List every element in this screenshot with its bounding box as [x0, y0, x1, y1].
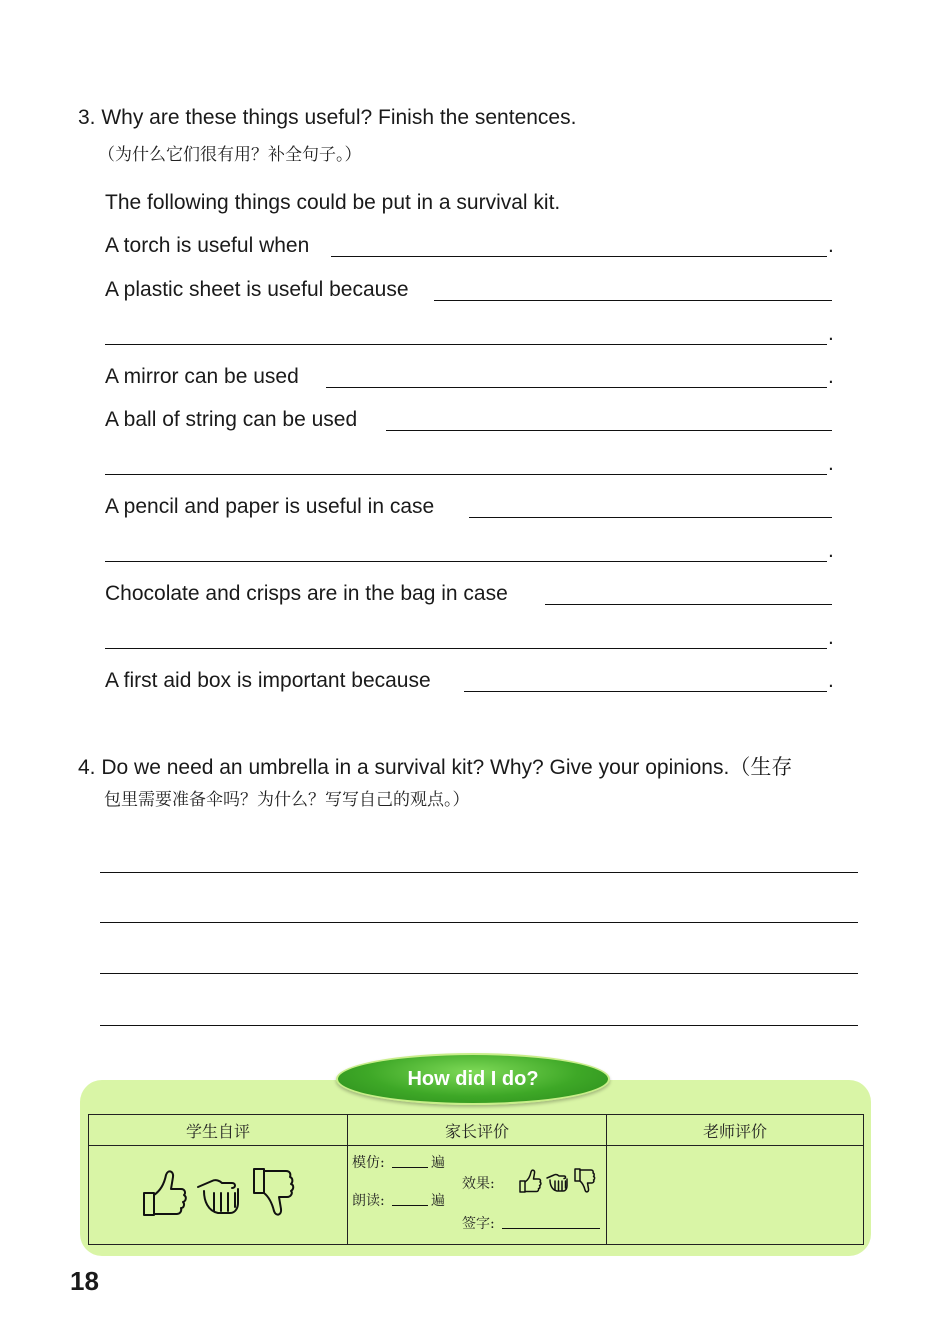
student-cell	[89, 1146, 348, 1245]
thumbs-up-icon[interactable]	[144, 1171, 186, 1215]
read-label: 朗读:	[352, 1193, 385, 1209]
assessment-table	[88, 1114, 864, 1245]
period: .	[828, 539, 834, 562]
thumbs-down-icon[interactable]	[575, 1169, 595, 1192]
q3-title: 3. Why are these things useful? Finish the sentences.	[78, 106, 577, 129]
col-teacher: 老师评价	[607, 1115, 864, 1146]
q3-intro: The following things could be put in a survival kit.	[105, 191, 561, 214]
prompt-mirror: A mirror can be used	[105, 365, 299, 388]
answer-blank-pencil-paper[interactable]	[469, 517, 832, 518]
assessment-title: How did I do?	[336, 1053, 610, 1105]
answer-blank-string[interactable]	[386, 430, 832, 431]
period: .	[828, 234, 834, 257]
q4-subtitle: 包里需要准备伞吗？为什么？写写自己的观点。）	[104, 790, 470, 810]
period: .	[828, 626, 834, 649]
thumbs-side-icon[interactable]	[547, 1175, 567, 1191]
period: .	[828, 452, 834, 475]
effect-hand-icons	[512, 1166, 602, 1196]
hand-rating-icons	[138, 1163, 298, 1223]
page-number: 18	[70, 1266, 99, 1296]
teacher-cell[interactable]	[607, 1146, 864, 1245]
prompt-torch: A torch is useful when	[105, 234, 310, 257]
thumbs-side-icon[interactable]	[198, 1180, 238, 1213]
opinion-line-2[interactable]	[100, 922, 858, 923]
imitate-count-blank[interactable]	[392, 1167, 428, 1168]
period: .	[828, 322, 834, 345]
read-times: 遍	[431, 1193, 445, 1209]
col-parent: 家长评价	[348, 1115, 607, 1146]
answer-blank-plastic-sheet[interactable]	[434, 300, 832, 301]
answer-blank-string-2[interactable]	[105, 474, 827, 475]
q3-subtitle: （为什么它们很有用？补全句子。）	[98, 145, 362, 165]
effect-label: 效果:	[462, 1176, 495, 1192]
prompt-plastic-sheet: A plastic sheet is useful because	[105, 278, 409, 301]
imitate-label: 模仿:	[352, 1155, 385, 1171]
read-count-blank[interactable]	[392, 1205, 428, 1206]
answer-blank-chocolate-2[interactable]	[105, 648, 827, 649]
col-student: 学生自评	[89, 1115, 348, 1146]
answer-blank-mirror[interactable]	[326, 387, 827, 388]
period: .	[828, 669, 834, 692]
answer-blank-pencil-paper-2[interactable]	[105, 561, 827, 562]
answer-blank-first-aid[interactable]	[464, 691, 827, 692]
thumbs-up-icon[interactable]	[520, 1170, 541, 1192]
period: .	[828, 365, 834, 388]
prompt-first-aid: A first aid box is important because	[105, 669, 431, 692]
imitate-times: 遍	[431, 1155, 445, 1171]
parent-cell	[348, 1146, 607, 1245]
opinion-line-1[interactable]	[100, 872, 858, 873]
prompt-pencil-paper: A pencil and paper is useful in case	[105, 495, 435, 518]
answer-blank-torch[interactable]	[331, 256, 827, 257]
sign-label: 签字:	[462, 1216, 495, 1232]
opinion-line-3[interactable]	[100, 973, 858, 974]
answer-blank-plastic-sheet-2[interactable]	[105, 344, 827, 345]
prompt-string: A ball of string can be used	[105, 408, 358, 431]
opinion-line-4[interactable]	[100, 1025, 858, 1026]
prompt-chocolate-crisps: Chocolate and crisps are in the bag in case	[105, 582, 508, 605]
signature-blank[interactable]	[502, 1228, 600, 1229]
thumbs-down-icon[interactable]	[254, 1169, 293, 1215]
answer-blank-chocolate[interactable]	[545, 604, 832, 605]
q4-title: 4. Do we need an umbrella in a survival kit? Why? Give your opinions.（生存	[78, 756, 793, 779]
